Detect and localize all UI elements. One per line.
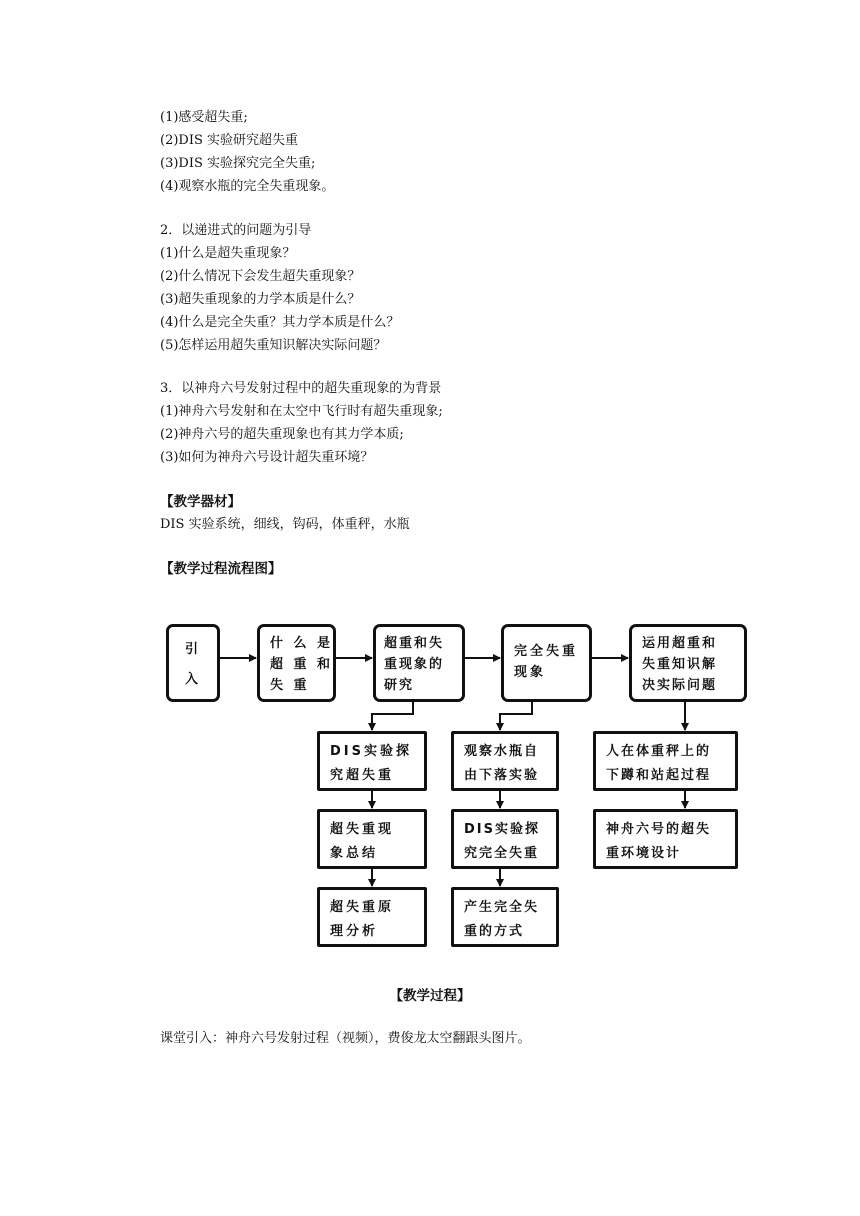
flow-box-ways (451, 887, 559, 947)
flow-box-intro (166, 624, 220, 702)
materials-heading: 【教学器材】 (160, 494, 241, 510)
flow-box-scale-squat (593, 731, 738, 791)
flow-box-summary (317, 809, 427, 869)
flow-box-principle (317, 887, 427, 947)
flow-box-dis-explore-line-1: DIS实验探 (330, 744, 412, 759)
intro-item-2: (2)DIS 实验研究超失重 (160, 133, 299, 148)
flow-box-apply-line-3: 决实际问题 (642, 678, 718, 693)
flow-box-shenzhou-design (593, 809, 738, 869)
flow-box-bottle-drop-line-1: 观察水瓶自 (464, 744, 540, 759)
flow-box-principle-line-1: 超失重原 (330, 900, 395, 915)
flow-box-scale-squat-line-2: 下蹲和站起过程 (606, 768, 712, 783)
flow-box-dis-explore (317, 731, 427, 791)
flow-box-what-is (257, 624, 336, 702)
flow-box-dis-complete-line-2: 究完全失重 (464, 846, 540, 861)
section2-item-4: (4)什么是完全失重？其力学本质是什么？ (160, 315, 400, 330)
flow-box-research-line-2: 重现象的 (384, 657, 445, 672)
flow-box-research (373, 624, 465, 702)
section2-item-2: (2)什么情况下会发生超失重现象？ (160, 269, 361, 284)
flow-box-intro-line-1: 引 (184, 642, 201, 657)
section2-title: 2．以递进式的问题为引导 (160, 223, 312, 238)
flow-box-complete-weightless-line-1: 完全失重 (514, 644, 579, 659)
flow-box-research-line-3: 研究 (384, 678, 415, 693)
flow-box-ways-line-1: 产生完全失 (464, 900, 540, 915)
materials-text: DIS 实验系统，细线，钩码，体重秤，水瓶 (160, 517, 410, 532)
flow-box-bottle-drop-line-2: 由下落实验 (464, 768, 540, 783)
flow-box-what-is-line-1: 什 么 是 (270, 636, 334, 651)
flow-box-what-is-line-3: 失 重 (270, 678, 310, 693)
section2-item-5: (5)怎样运用超失重知识解决实际问题？ (160, 338, 387, 353)
flow-box-intro-line-2: 入 (184, 672, 201, 687)
flow-box-complete-weightless (501, 624, 592, 702)
flowchart-heading: 【教学过程流程图】 (160, 561, 282, 577)
flow-box-summary-line-1: 超失重现 (330, 822, 395, 837)
lesson-intro: 课堂引入：神舟六号发射过程（视频），费俊龙太空翻跟头图片。 (160, 1031, 531, 1046)
flow-box-what-is-line-2: 超 重 和 (270, 657, 334, 672)
section2-item-3: (3)超失重现象的力学本质是什么？ (160, 292, 361, 307)
flow-box-summary-line-2: 象总结 (330, 846, 379, 861)
process-heading: 【教学过程】 (389, 988, 471, 1004)
flow-box-principle-line-2: 理分析 (330, 924, 379, 939)
flow-box-apply-line-2: 失重知识解 (642, 657, 718, 672)
flow-box-bottle-drop (451, 731, 559, 791)
section3-item-3: (3)如何为神舟六号设计超失重环境？ (160, 450, 374, 465)
section3-title: 3．以神舟六号发射过程中的超失重现象的为背景 (160, 381, 442, 396)
flow-box-apply-line-1: 运用超重和 (642, 636, 718, 651)
section2-item-1: (1)什么是超失重现象？ (160, 246, 296, 261)
flow-box-apply (629, 624, 747, 702)
flow-box-shenzhou-design-line-2: 重环境设计 (606, 846, 682, 861)
intro-item-1: (1)感受超失重; (160, 110, 248, 125)
intro-item-4: (4)观察水瓶的完全失重现象。 (160, 179, 335, 194)
section3-item-1: (1)神舟六号发射和在太空中飞行时有超失重现象; (160, 404, 443, 419)
flow-box-dis-complete (451, 809, 559, 869)
flow-box-research-line-1: 超重和失 (384, 636, 445, 651)
intro-item-3: (3)DIS 实验探究完全失重; (160, 156, 316, 171)
flow-box-ways-line-2: 重的方式 (464, 924, 525, 939)
flow-box-scale-squat-line-1: 人在体重秤上的 (606, 744, 712, 759)
flow-box-complete-weightless-line-2: 现象 (514, 665, 547, 680)
flow-box-shenzhou-design-line-1: 神舟六号的超失 (606, 822, 712, 837)
section3-item-2: (2)神舟六号的超失重现象也有其力学本质; (160, 427, 404, 442)
flow-box-dis-explore-line-2: 究超失重 (330, 768, 395, 783)
flow-box-dis-complete-line-1: DIS实验探 (464, 822, 540, 837)
